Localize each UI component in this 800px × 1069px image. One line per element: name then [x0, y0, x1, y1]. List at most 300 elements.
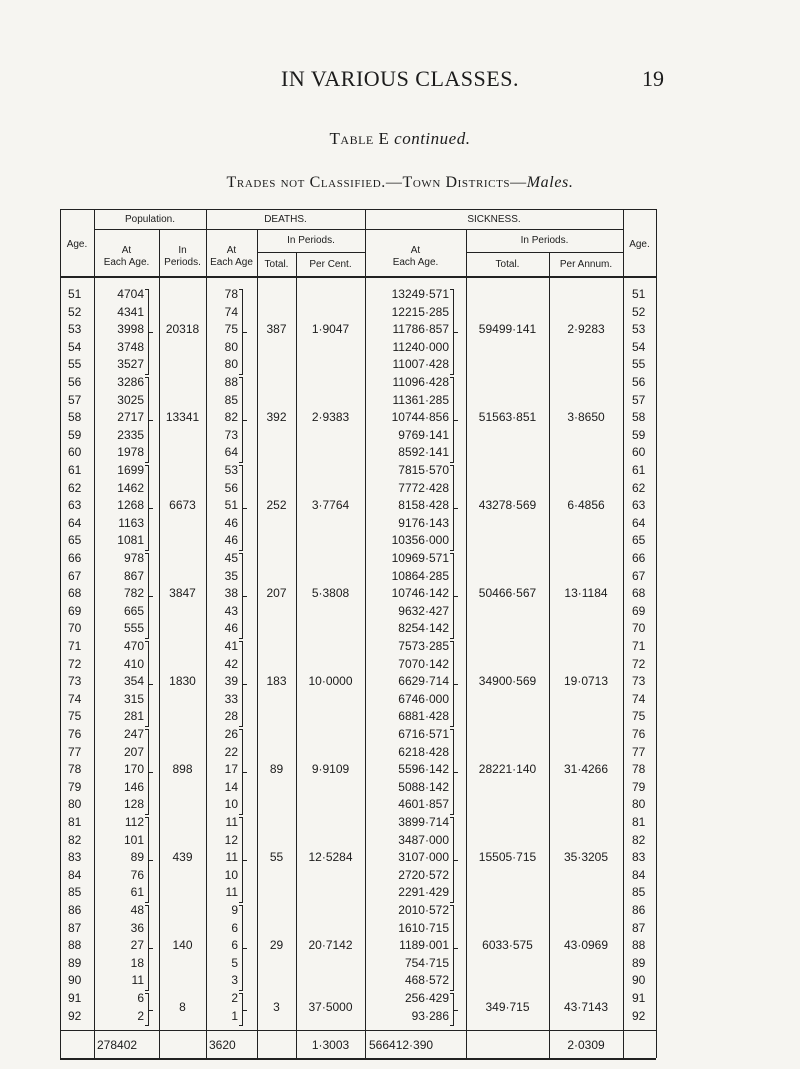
row-age-right: 80: [632, 797, 646, 812]
row-pop-at-age: 61: [130, 885, 144, 900]
row-age-right: 57: [632, 392, 646, 407]
row-age-right: 55: [632, 357, 646, 372]
row-deaths-at-age: 11: [225, 850, 238, 865]
row-deaths-at-age: 11: [225, 885, 238, 900]
subtitle-text: Trades not Classified.—Town Districts—: [226, 174, 527, 191]
row-sick-at-age: 8158·428: [398, 498, 449, 513]
row-deaths-at-age: 88: [224, 375, 238, 389]
row-deaths-at-age: 53: [224, 463, 238, 477]
row-age-right: 89: [632, 955, 646, 970]
group-sick-total: 51563·851: [478, 410, 537, 425]
table-rule-top: [60, 209, 656, 210]
table-rule-header: [60, 276, 656, 278]
rule-deaths-periods: [257, 252, 365, 253]
group-pop-in-periods: 898: [172, 762, 193, 777]
group-deaths-total: 89: [269, 762, 284, 777]
row-age: 80: [68, 797, 82, 812]
group-brace: [239, 729, 243, 815]
row-pop-at-age: 4704: [117, 287, 144, 301]
total-population: 278402: [97, 1038, 138, 1052]
row-sick-at-age: 7815·570: [398, 463, 449, 477]
row-sick-at-age: 4601·857: [398, 797, 449, 812]
row-pop-at-age: 207: [123, 744, 144, 759]
group-sick-per-annum: 31·4266: [563, 762, 609, 777]
group-deaths-per-cent: 3·7764: [311, 498, 350, 513]
row-deaths-at-age: 51: [224, 498, 238, 513]
row-sick-at-age: 6716·571: [398, 727, 449, 741]
group-brace: [145, 377, 149, 463]
row-age: 57: [68, 392, 82, 407]
row-age: 67: [68, 568, 82, 583]
row-age: 58: [68, 410, 82, 425]
row-sick-at-age: 10746·142: [391, 586, 449, 601]
row-deaths-at-age: 42: [224, 656, 238, 671]
row-deaths-at-age: 38: [224, 586, 238, 601]
group-deaths-total: 29: [269, 938, 284, 953]
row-pop-at-age: 3025: [117, 392, 144, 407]
group-brace: [450, 729, 454, 815]
group-brace: [450, 993, 454, 1026]
row-pop-at-age: 3748: [117, 339, 144, 354]
row-pop-at-age: 410: [123, 656, 144, 671]
total-deaths-per-cent: 1·3003: [311, 1038, 350, 1052]
group-brace: [239, 377, 243, 463]
row-age-right: 79: [632, 779, 646, 794]
row-pop-at-age: 555: [123, 621, 144, 636]
table-rule-bottom: [60, 1058, 656, 1060]
row-age: 84: [68, 867, 82, 882]
row-age-right: 84: [632, 867, 646, 882]
row-age-right: 78: [632, 762, 646, 777]
row-age: 91: [68, 991, 82, 1005]
row-deaths-at-age: 11: [225, 815, 238, 829]
table-rule-totals: [60, 1030, 656, 1031]
row-pop-at-age: 170: [123, 762, 144, 777]
row-age: 77: [68, 744, 82, 759]
row-pop-at-age: 18: [130, 955, 144, 970]
row-pop-at-age: 27: [130, 938, 144, 953]
row-sick-at-age: 10969·571: [391, 551, 449, 565]
row-age: 76: [68, 727, 82, 741]
row-age: 89: [68, 955, 82, 970]
header-population: Population.: [124, 214, 176, 225]
group-pop-in-periods: 1830: [169, 674, 196, 689]
row-deaths-at-age: 46: [224, 621, 238, 636]
rule-deaths: [206, 229, 365, 230]
row-pop-at-age: 978: [123, 551, 144, 565]
row-age-right: 90: [632, 973, 646, 988]
row-age-right: 76: [632, 727, 646, 741]
row-sick-at-age: 2291·429: [398, 885, 449, 900]
row-age: 78: [68, 762, 82, 777]
row-pop-at-age: 1978: [117, 445, 144, 460]
header-deaths-total: Total.: [264, 259, 289, 270]
row-pop-at-age: 76: [130, 867, 144, 882]
row-deaths-at-age: 74: [224, 304, 238, 319]
row-deaths-at-age: 64: [224, 445, 238, 460]
row-age-right: 87: [632, 920, 646, 935]
group-sick-per-annum: 43·0969: [563, 938, 609, 953]
group-deaths-total: 183: [266, 674, 287, 689]
group-deaths-per-cent: 37·5000: [308, 999, 353, 1014]
row-age: 72: [68, 656, 82, 671]
row-age: 90: [68, 973, 82, 988]
page-number: 19: [642, 66, 664, 91]
group-pop-in-periods: 439: [172, 850, 193, 865]
row-sick-at-age: 7573·285: [398, 639, 449, 653]
row-deaths-at-age: 35: [224, 568, 238, 583]
mortality-sickness-table: [60, 209, 656, 1064]
row-age: 65: [68, 533, 82, 548]
group-sick-total: 43278·569: [478, 498, 537, 513]
row-pop-at-age: 665: [123, 603, 144, 618]
header-sick-in-periods: In Periods.: [520, 235, 569, 246]
group-brace: [239, 289, 243, 375]
row-age: 75: [68, 709, 82, 724]
row-pop-at-age: 867: [123, 568, 144, 583]
row-age: 71: [68, 639, 82, 653]
row-pop-at-age: 2335: [117, 427, 144, 442]
row-age: 70: [68, 621, 82, 636]
header-sick-at-each-age: At Each Age.: [392, 245, 439, 268]
row-sick-at-age: 5596·142: [398, 762, 449, 777]
row-age-right: 85: [632, 885, 646, 900]
row-sick-at-age: 7070·142: [398, 656, 449, 671]
row-age-right: 77: [632, 744, 646, 759]
row-pop-at-age: 101: [123, 832, 144, 847]
row-age-right: 83: [632, 850, 646, 865]
row-age: 87: [68, 920, 82, 935]
header-age-right: Age.: [629, 239, 650, 250]
table-subtitle: [0, 174, 800, 192]
row-age-right: 64: [632, 515, 646, 530]
row-deaths-at-age: 6: [231, 938, 238, 953]
row-age-right: 74: [632, 691, 646, 706]
group-sick-total: 6033·575: [482, 938, 533, 953]
row-deaths-at-age: 28: [224, 709, 238, 724]
row-deaths-at-age: 9: [231, 903, 238, 917]
row-deaths-at-age: 10: [224, 797, 238, 812]
group-brace: [450, 905, 454, 991]
row-deaths-at-age: 56: [224, 480, 238, 495]
row-sick-at-age: 9769·141: [398, 427, 449, 442]
group-sick-total: 50466·567: [478, 586, 537, 601]
row-pop-at-age: 48: [130, 903, 144, 917]
header-deaths-per-cent: Per Cent.: [309, 259, 352, 270]
row-age-right: 53: [632, 322, 646, 337]
group-brace: [450, 641, 454, 727]
table-col-rule: [159, 229, 160, 1058]
row-deaths-at-age: 12: [224, 832, 238, 847]
row-age-right: 68: [632, 586, 646, 601]
table-title: [0, 129, 800, 149]
row-age: 83: [68, 850, 82, 865]
group-brace: [239, 641, 243, 727]
group-sick-per-annum: 6·4856: [567, 498, 605, 513]
row-age-right: 61: [632, 463, 646, 477]
row-sick-at-age: 10864·285: [391, 568, 449, 583]
row-age-right: 91: [632, 991, 646, 1005]
group-brace: [450, 553, 454, 639]
group-brace: [450, 817, 454, 903]
row-sick-at-age: 7772·428: [398, 480, 449, 495]
row-sick-at-age: 2010·572: [398, 903, 449, 917]
row-deaths-at-age: 78: [224, 287, 238, 301]
row-age-right: 86: [632, 903, 646, 917]
running-head: [0, 66, 800, 96]
row-age-right: 62: [632, 480, 646, 495]
group-deaths-total: 207: [266, 586, 287, 601]
row-pop-at-age: 2717: [117, 410, 144, 425]
row-sick-at-age: 1189·001: [399, 938, 449, 953]
row-age-right: 56: [632, 375, 646, 389]
row-pop-at-age: 112: [124, 815, 144, 829]
row-age-right: 52: [632, 304, 646, 319]
row-age-right: 54: [632, 339, 646, 354]
group-pop-in-periods: 13341: [165, 410, 200, 425]
row-deaths-at-age: 33: [224, 691, 238, 706]
row-pop-at-age: 2: [137, 1008, 144, 1023]
group-deaths-total: 252: [266, 498, 287, 513]
row-age-right: 69: [632, 603, 646, 618]
row-deaths-at-age: 22: [224, 744, 238, 759]
row-pop-at-age: 4341: [117, 304, 144, 319]
row-age: 86: [68, 903, 82, 917]
row-age: 79: [68, 779, 82, 794]
row-sick-at-age: 2720·572: [398, 867, 449, 882]
group-pop-in-periods: 6673: [169, 498, 196, 513]
row-pop-at-age: 354: [123, 674, 144, 689]
row-age: 60: [68, 445, 82, 460]
row-sick-at-age: 754·715: [404, 955, 449, 970]
row-pop-at-age: 128: [123, 797, 144, 812]
table-col-rule: [549, 252, 550, 1058]
group-deaths-total: 387: [266, 322, 287, 337]
row-sick-at-age: 3487·000: [398, 832, 449, 847]
group-brace: [450, 465, 454, 551]
row-age: 61: [68, 463, 82, 477]
row-sick-at-age: 9632·427: [398, 603, 449, 618]
row-age: 64: [68, 515, 82, 530]
row-sick-at-age: 5088·142: [398, 779, 449, 794]
header-deaths-at-each-age: At Each Age: [210, 245, 253, 268]
group-brace: [450, 377, 454, 463]
table-col-rule: [257, 229, 258, 1058]
row-deaths-at-age: 85: [224, 392, 238, 407]
group-brace: [145, 641, 149, 727]
row-deaths-at-age: 39: [224, 674, 238, 689]
group-sick-per-annum: 2·9283: [567, 322, 605, 337]
group-sick-per-annum: 19·0713: [563, 674, 609, 689]
row-age-right: 71: [632, 639, 646, 653]
row-age: 81: [68, 815, 82, 829]
row-deaths-at-age: 80: [224, 357, 238, 372]
group-deaths-total: 3: [273, 999, 280, 1014]
row-age-right: 70: [632, 621, 646, 636]
table-col-rule: [656, 209, 657, 1058]
row-pop-at-age: 146: [123, 779, 144, 794]
row-deaths-at-age: 5: [231, 955, 238, 970]
group-pop-in-periods: 140: [172, 938, 193, 953]
row-age-right: 63: [632, 498, 646, 513]
row-sick-at-age: 468·572: [404, 973, 449, 988]
group-brace: [239, 993, 243, 1026]
row-age-right: 92: [632, 1008, 646, 1023]
group-brace: [145, 817, 149, 903]
group-pop-in-periods: 8: [179, 999, 186, 1014]
row-pop-at-age: 1268: [117, 498, 144, 513]
row-age-right: 88: [632, 938, 646, 953]
table-col-rule: [296, 252, 297, 1058]
row-pop-at-age: 1163: [118, 515, 144, 530]
header-pop-in-periods: In Periods.: [164, 245, 201, 268]
group-deaths-per-cent: 9·9109: [311, 762, 350, 777]
group-brace: [145, 465, 149, 551]
group-sick-per-annum: 43·7143: [563, 999, 609, 1014]
group-deaths-per-cent: 2·9383: [311, 410, 350, 425]
row-sick-at-age: 6629·714: [398, 674, 449, 689]
group-brace: [145, 553, 149, 639]
row-pop-at-age: 36: [130, 920, 144, 935]
row-deaths-at-age: 17: [224, 762, 238, 777]
header-pop-at-each-age: At Each Age.: [103, 245, 150, 268]
row-age-right: 65: [632, 533, 646, 548]
row-pop-at-age: 3286: [117, 375, 144, 389]
table-col-rule: [466, 229, 467, 1058]
row-sick-at-age: 11096·428: [392, 375, 449, 389]
row-deaths-at-age: 2: [231, 991, 238, 1005]
row-pop-at-age: 315: [123, 691, 144, 706]
group-brace: [239, 817, 243, 903]
row-age: 88: [68, 938, 82, 953]
group-sick-per-annum: 3·8650: [567, 410, 605, 425]
row-deaths-at-age: 82: [224, 410, 238, 425]
row-deaths-at-age: 75: [224, 322, 238, 337]
group-deaths-per-cent: 5·3808: [311, 586, 350, 601]
row-pop-at-age: 1081: [117, 533, 144, 548]
row-age: 62: [68, 480, 82, 495]
row-age-right: 72: [632, 656, 646, 671]
row-sick-at-age: 3899·714: [398, 815, 449, 829]
group-brace: [239, 905, 243, 991]
row-age-right: 73: [632, 674, 646, 689]
row-sick-at-age: 8254·142: [398, 621, 449, 636]
rule-sickness-periods: [466, 252, 623, 253]
row-age: 68: [68, 586, 82, 601]
row-age: 51: [68, 287, 82, 301]
row-age-right: 67: [632, 568, 646, 583]
group-sick-total: 28221·140: [478, 762, 537, 777]
group-brace: [239, 465, 243, 551]
row-sick-at-age: 11786·857: [392, 322, 449, 337]
row-age-right: 75: [632, 709, 646, 724]
table-col-rule: [60, 209, 61, 1058]
row-deaths-at-age: 1: [231, 1008, 238, 1023]
row-pop-at-age: 782: [123, 586, 144, 601]
header-deaths-in-periods: In Periods.: [287, 235, 335, 246]
row-age-right: 58: [632, 410, 646, 425]
group-sick-total: 349·715: [485, 999, 530, 1014]
row-age-right: 82: [632, 832, 646, 847]
header-age: Age.: [66, 239, 88, 250]
row-deaths-at-age: 26: [224, 727, 238, 741]
group-pop-in-periods: 3847: [169, 586, 196, 601]
row-age: 74: [68, 691, 82, 706]
group-deaths-total: 55: [269, 850, 284, 865]
row-deaths-at-age: 14: [224, 779, 238, 794]
row-pop-at-age: 1699: [117, 463, 144, 477]
group-brace: [145, 993, 149, 1026]
table-title-continued: continued.: [394, 129, 471, 148]
row-age-right: 51: [632, 287, 646, 301]
row-deaths-at-age: 45: [224, 551, 238, 565]
group-sick-total: 15505·715: [478, 850, 537, 865]
row-sick-at-age: 12215·285: [391, 304, 449, 319]
group-brace: [145, 289, 149, 375]
row-age: 92: [68, 1008, 82, 1023]
row-pop-at-age: 3998: [117, 322, 144, 337]
row-age: 52: [68, 304, 82, 319]
row-deaths-at-age: 41: [224, 639, 238, 653]
group-deaths-per-cent: 12·5284: [308, 850, 353, 865]
row-age: 59: [68, 427, 82, 442]
group-sick-total: 34900·569: [478, 674, 537, 689]
group-deaths-per-cent: 10·0000: [308, 674, 353, 689]
group-deaths-per-cent: 20·7142: [308, 938, 353, 953]
row-age: 82: [68, 832, 82, 847]
row-deaths-at-age: 6: [231, 920, 238, 935]
row-age: 63: [68, 498, 82, 513]
row-deaths-at-age: 3: [231, 973, 238, 988]
group-deaths-per-cent: 1·9047: [311, 322, 350, 337]
row-pop-at-age: 247: [123, 727, 144, 741]
rule-population: [94, 229, 206, 230]
row-sick-at-age: 10744·856: [391, 410, 449, 425]
group-brace: [145, 729, 149, 815]
group-sick-per-annum: 13·1184: [564, 586, 608, 601]
row-deaths-at-age: 43: [224, 603, 238, 618]
row-sick-at-age: 11361·285: [392, 392, 449, 407]
rule-sickness: [365, 229, 623, 230]
row-age-right: 81: [632, 815, 646, 829]
row-sick-at-age: 6881·428: [398, 709, 449, 724]
group-deaths-total: 392: [266, 410, 287, 425]
table-title-label: Table E: [329, 129, 390, 148]
row-age-right: 60: [632, 445, 646, 460]
group-brace: [450, 289, 454, 375]
row-age: 56: [68, 375, 82, 389]
group-brace: [145, 905, 149, 991]
total-sick-per-annum: 2·0309: [567, 1038, 605, 1052]
row-pop-at-age: 11: [131, 973, 144, 988]
row-deaths-at-age: 46: [224, 533, 238, 548]
row-sick-at-age: 6218·428: [398, 744, 449, 759]
row-pop-at-age: 6: [137, 991, 144, 1005]
row-pop-at-age: 1462: [117, 480, 144, 495]
row-pop-at-age: 281: [123, 709, 144, 724]
row-sick-at-age: 13249·571: [391, 287, 449, 301]
group-sick-total: 59499·141: [478, 322, 537, 337]
row-age: 73: [68, 674, 82, 689]
row-age: 53: [68, 322, 82, 337]
row-pop-at-age: 89: [130, 850, 144, 865]
row-sick-at-age: 9176·143: [398, 515, 449, 530]
group-pop-in-periods: 20318: [165, 322, 200, 337]
row-deaths-at-age: 46: [224, 515, 238, 530]
row-pop-at-age: 3527: [117, 357, 144, 372]
row-age-right: 59: [632, 427, 646, 442]
row-sick-at-age: 11240·000: [392, 339, 449, 354]
